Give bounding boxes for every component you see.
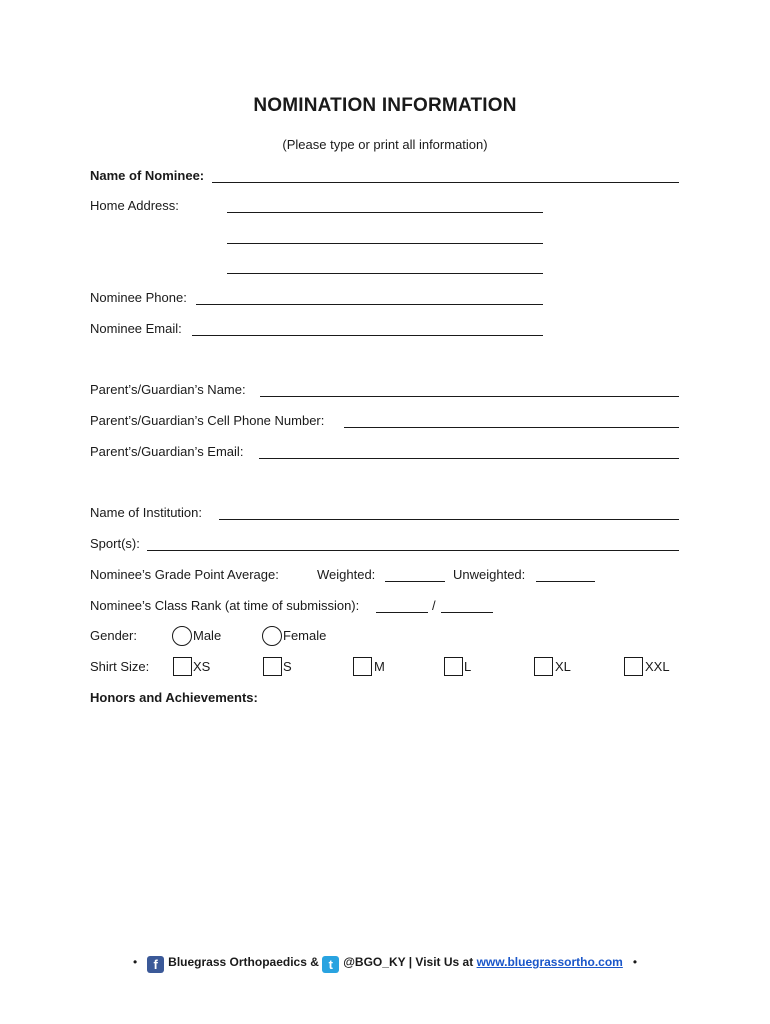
weighted-field[interactable]: [385, 581, 445, 582]
shirt-size-s-checkbox[interactable]: [263, 657, 282, 676]
guardian-email-field[interactable]: [259, 458, 679, 459]
gender-female-label: Female: [283, 628, 327, 643]
page-subtitle: (Please type or print all information): [282, 137, 488, 152]
shirt-size-s-label: S: [283, 659, 292, 674]
shirt-size-l-label: L: [464, 659, 472, 674]
guardian-name-label: Parent’s/Guardian’s Name:: [90, 382, 246, 397]
home-address-line-2[interactable]: [227, 243, 543, 244]
guardian-name-field[interactable]: [260, 396, 679, 397]
guardian-cell-label: Parent’s/Guardian’s Cell Phone Number:: [90, 413, 325, 428]
weighted-label: Weighted:: [317, 567, 376, 582]
nominee-email-label: Nominee Email:: [90, 321, 182, 336]
gender-male-radio[interactable]: [172, 626, 192, 646]
footer-org: Bluegrass Orthopaedics &: [168, 955, 319, 969]
home-address-line-3[interactable]: [227, 273, 543, 274]
shirt-size-xl-checkbox[interactable]: [534, 657, 553, 676]
class-size-field[interactable]: [441, 612, 493, 613]
sports-field[interactable]: [147, 550, 679, 551]
shirt-size-xxl-checkbox[interactable]: [624, 657, 643, 676]
shirt-size-xs-checkbox[interactable]: [173, 657, 192, 676]
footer-bullet-left: •: [132, 955, 138, 969]
gender-label: Gender:: [90, 628, 137, 643]
home-address-label: Home Address:: [90, 198, 179, 213]
footer-handle: @BGO_KY | Visit Us at: [343, 955, 474, 969]
class-rank-label: Nominee’s Class Rank (at time of submission):: [90, 598, 360, 613]
institution-label: Name of Institution:: [90, 505, 202, 520]
footer-bullet-right: •: [632, 955, 638, 969]
gpa-label: Nominee’s Grade Point Average:: [90, 567, 279, 582]
home-address-line-1[interactable]: [227, 212, 543, 213]
nominee-email-field[interactable]: [192, 335, 543, 336]
footer-website-link[interactable]: www.bluegrassortho.com: [476, 955, 623, 969]
shirt-size-m-checkbox[interactable]: [353, 657, 372, 676]
gender-male-label: Male: [193, 628, 222, 643]
twitter-icon[interactable]: t: [322, 956, 339, 973]
page-title: NOMINATION INFORMATION: [253, 95, 517, 116]
shirt-size-m-label: M: [374, 659, 385, 674]
guardian-email-label: Parent’s/Guardian’s Email:: [90, 444, 244, 459]
facebook-icon[interactable]: f: [147, 956, 164, 973]
nominee-phone-label: Nominee Phone:: [90, 290, 187, 305]
shirt-size-label: Shirt Size:: [90, 659, 150, 674]
class-rank-field[interactable]: [376, 612, 428, 613]
nominee-phone-field[interactable]: [196, 304, 543, 305]
gender-female-radio[interactable]: [262, 626, 282, 646]
class-rank-separator: /: [432, 598, 436, 613]
honors-label: Honors and Achievements:: [90, 690, 258, 705]
shirt-size-l-checkbox[interactable]: [444, 657, 463, 676]
unweighted-label: Unweighted:: [453, 567, 526, 582]
shirt-size-xxl-label: XXL: [645, 659, 670, 674]
shirt-size-xl-label: XL: [555, 659, 571, 674]
footer: [0, 955, 770, 973]
unweighted-field[interactable]: [536, 581, 595, 582]
shirt-size-xs-label: XS: [193, 659, 211, 674]
sports-label: Sport(s):: [90, 536, 140, 551]
institution-field[interactable]: [219, 519, 679, 520]
nominee-name-field[interactable]: [212, 182, 679, 183]
guardian-cell-field[interactable]: [344, 427, 679, 428]
nominee-name-label: Name of Nominee:: [90, 168, 205, 183]
